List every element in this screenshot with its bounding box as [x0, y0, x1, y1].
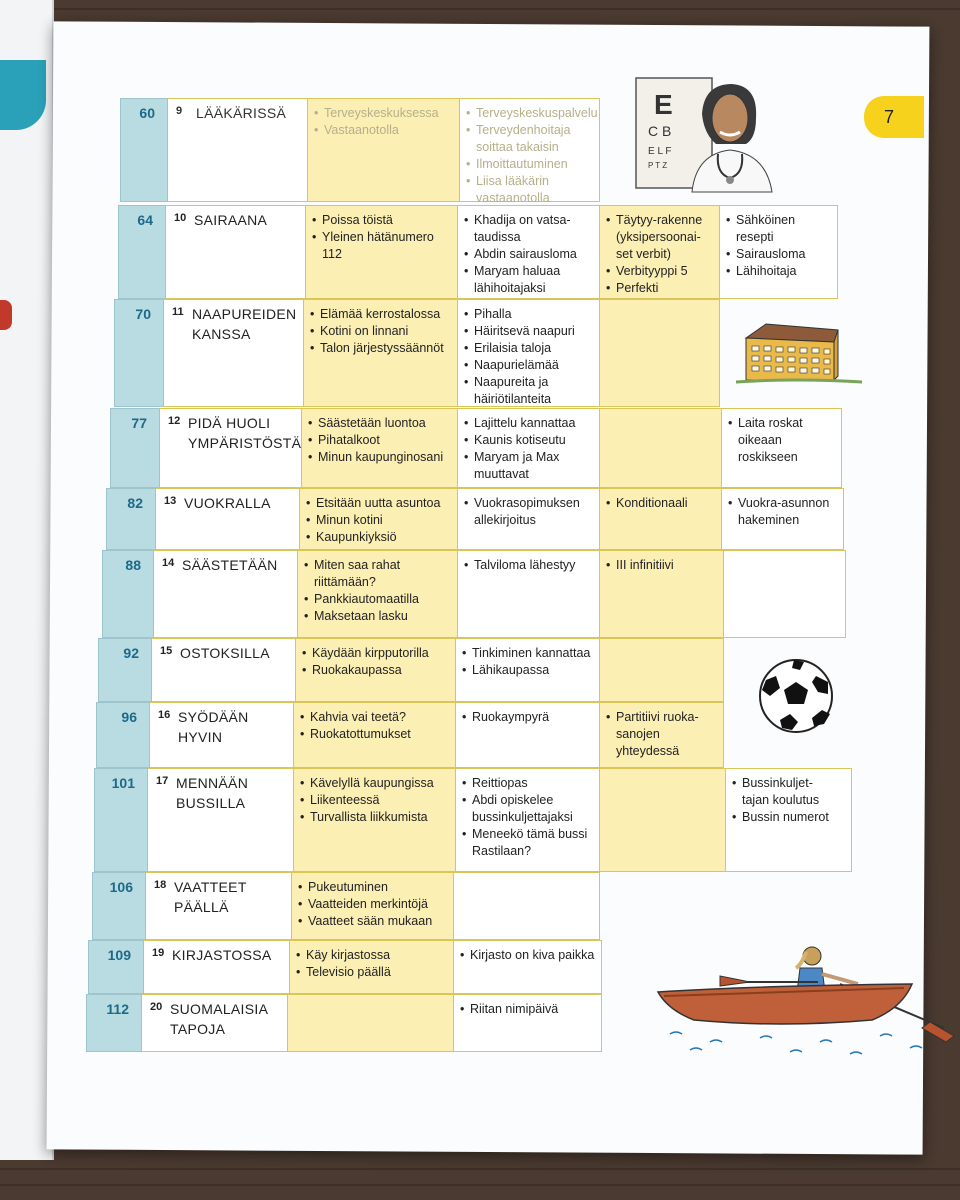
lesson-title-cell [144, 940, 290, 994]
topics-cell [296, 638, 456, 702]
lesson-title-cell [146, 872, 292, 940]
lesson-number: 14 [162, 557, 175, 569]
texts-cell [460, 98, 600, 205]
lesson-page: 64 [137, 212, 153, 228]
lesson-title-cell [152, 638, 296, 702]
lesson-number: 13 [164, 495, 177, 507]
lesson-title-cell [166, 205, 306, 299]
lesson-number: 15 [160, 645, 173, 657]
list-item: • Käy kirjastossa [296, 947, 447, 964]
list-item: • Konditionaali [606, 495, 715, 512]
list-item: • Abdin sairausloma [464, 246, 593, 263]
topics-cell [298, 550, 458, 638]
topics-cell [308, 98, 460, 202]
vocab-cell [722, 488, 844, 550]
list-item: • Käydään kirpputorilla [302, 645, 449, 662]
list-item: • Vastaanotolla [314, 122, 453, 139]
lesson-page: 109 [107, 947, 131, 963]
svg-text:P T Z: P T Z [648, 161, 668, 170]
lesson-row [0, 98, 960, 205]
texts-cell [458, 550, 600, 638]
lesson-page: 112 [106, 1001, 129, 1017]
texts-cell [458, 299, 600, 407]
lesson-title-cell [148, 768, 294, 872]
list-item: • Pankkiautomaatilla [304, 591, 451, 608]
list-item: • Maksetaan lasku [304, 608, 451, 625]
lesson-page-cell [106, 488, 156, 550]
lesson-title-cell [154, 550, 298, 638]
lesson-page-cell [110, 408, 160, 488]
vocab-cell [720, 205, 838, 299]
topics-cell [294, 702, 456, 768]
list-item: • Terveydenhoitaja soittaa takaisin [466, 122, 593, 156]
list-item: • Vaatteiden merkintöjä [298, 896, 447, 913]
texts-cell [456, 638, 600, 702]
svg-text:C B: C B [648, 123, 672, 139]
list-item: • Talviloma lähestyy [464, 557, 593, 574]
list-item: • Talon järjestyssäännöt [310, 340, 451, 357]
list-item: • Etsitään uutta asuntoa [306, 495, 451, 512]
lesson-number: 18 [154, 879, 167, 891]
lesson-number: 20 [150, 1001, 163, 1013]
list-item: • Turvallista liikkumista [300, 809, 449, 826]
list-item: • Miten saa rahat riittämään? [304, 557, 451, 591]
list-item: • Laita roskat oikeaan roskikseen [728, 415, 835, 466]
list-item: • III infinitiivi [606, 557, 717, 574]
list-item: • Pihatalkoot [308, 432, 451, 449]
list-item: • Ruokakaupassa [302, 662, 449, 679]
list-item: • Naapurielämää [464, 357, 593, 374]
lesson-title: NAAPUREIDEN KANSSA [192, 306, 297, 342]
list-item: • Meneekö tämä bussi Rastilaan? [462, 826, 593, 860]
texts-cell [458, 488, 600, 550]
lesson-page-cell [114, 299, 164, 407]
list-item: • Liikenteessä [300, 792, 449, 809]
list-item: • Täytyy-rakenne (yksipersoonai- set verbit) [606, 212, 713, 263]
topics-cell [290, 940, 454, 994]
lesson-page-cell [86, 994, 142, 1052]
list-item: • Vuokra-asunnon hakeminen [728, 495, 837, 529]
lesson-title: OSTOKSILLA [180, 645, 270, 661]
lesson-title: VUOKRALLA [184, 495, 271, 511]
lesson-number: 12 [168, 415, 181, 427]
lesson-page-cell [118, 205, 166, 299]
list-item: • Ilmoittautuminen [466, 156, 593, 173]
texts-cell [456, 768, 600, 872]
lesson-page: 70 [135, 306, 151, 322]
vocab-cell [722, 408, 842, 488]
lesson-title-cell [142, 994, 288, 1052]
topics-cell [292, 872, 454, 940]
list-item: • Televisio päällä [296, 964, 447, 981]
list-item: • Kotini on linnani [310, 323, 451, 340]
list-item: • Pukeutuminen [298, 879, 447, 896]
grammar-cell [600, 299, 720, 407]
list-item: • Häiritsevä naapuri [464, 323, 593, 340]
texts-cell [458, 408, 600, 488]
texts-cell [454, 940, 602, 994]
lesson-number: 11 [172, 306, 184, 318]
lesson-title-cell [150, 702, 294, 768]
list-item: • Bussinkuljet- tajan koulutus [732, 775, 845, 809]
list-item: • Kävelyllä kaupungissa [300, 775, 449, 792]
list-item: • Ruokatottumukset [300, 726, 449, 743]
lesson-number: 17 [156, 775, 169, 787]
grammar-cell [600, 702, 724, 768]
lesson-title: SAIRAANA [194, 212, 268, 228]
list-item: • Säästetään luontoa [308, 415, 451, 432]
lesson-number: 16 [158, 709, 171, 721]
lesson-page-cell [88, 940, 144, 994]
lesson-page-cell [94, 768, 148, 872]
list-item: • Elämää kerrostalossa [310, 306, 451, 323]
list-item: • Erilaisia taloja [464, 340, 593, 357]
lesson-page: 82 [127, 495, 143, 511]
svg-text:E: E [654, 89, 673, 120]
lesson-title-cell [164, 299, 304, 407]
list-item: • Pihalla [464, 306, 593, 323]
lesson-page-cell [96, 702, 150, 768]
list-item: • Sähköinen resepti [726, 212, 831, 246]
list-item: • Vaatteet sään mukaan [298, 913, 447, 930]
lesson-title: SYÖDÄÄN HYVIN [178, 709, 249, 745]
lesson-number: 19 [152, 947, 165, 959]
list-item: • Khadija on vatsa- taudissa [464, 212, 593, 246]
list-item: • Maryam haluaa lähihoitajaksi [464, 263, 593, 297]
lesson-title-cell [156, 488, 300, 550]
list-item: • Lähihoitaja [726, 263, 831, 280]
lesson-page-cell [102, 550, 154, 638]
texts-cell [458, 205, 600, 299]
list-item: • Reittiopas [462, 775, 593, 792]
list-item: • Perfekti [606, 280, 713, 297]
lesson-title: MENNÄÄN BUSSILLA [176, 775, 249, 811]
lesson-row [0, 550, 960, 638]
vocab-cell [724, 550, 846, 638]
list-item: • Minun kaupunginosani [308, 449, 451, 466]
list-item: • Kaunis kotiseutu [464, 432, 593, 449]
vocab-cell [726, 768, 852, 872]
list-item: • Terveyskeskuksessa [314, 105, 453, 122]
list-item: • Tinkiminen kannattaa [462, 645, 593, 662]
lesson-title-cell [168, 98, 308, 202]
list-item: • Bussin numerot [732, 809, 845, 826]
list-item: • Vuokrasopimuksen allekirjoitus [464, 495, 593, 529]
list-item: • Lähikaupassa [462, 662, 593, 679]
wood-grain [0, 1168, 960, 1170]
grammar-cell [600, 768, 726, 872]
list-item: • Minun kotini [306, 512, 451, 529]
lesson-row [0, 205, 960, 299]
grammar-cell [600, 488, 722, 550]
lesson-page-cell [92, 872, 146, 940]
lesson-page: 101 [111, 775, 135, 791]
lesson-page-cell [120, 98, 168, 202]
lesson-page: 92 [123, 645, 139, 661]
list-item: • Yleinen hätänumero 112 [312, 229, 451, 263]
rowing-boat-illustration [650, 938, 956, 1062]
list-item: • Liisa lääkärin vastaanotolla [466, 173, 593, 207]
lesson-title: VAATTEET PÄÄLLÄ [174, 879, 247, 915]
list-item: • Verbityyppi 5 [606, 263, 713, 280]
grammar-cell [600, 638, 724, 702]
topics-cell [294, 768, 456, 872]
list-item: • Naapureita ja häiriötilanteita [464, 374, 593, 408]
texts-cell [454, 994, 602, 1052]
list-item: • Sairausloma [726, 246, 831, 263]
lesson-row [0, 768, 960, 872]
grammar-cell [600, 205, 720, 299]
lesson-title: KIRJASTOSSA [172, 947, 272, 963]
lesson-row [0, 488, 960, 550]
grammar-cell [600, 408, 722, 488]
lesson-title: SUOMALAISIA TAPOJA [170, 1001, 269, 1037]
topics-cell [306, 205, 458, 299]
svg-text:E L F: E L F [648, 146, 672, 157]
grammar-cell [600, 550, 724, 638]
list-item: • Riitan nimipäivä [460, 1001, 595, 1018]
wood-grain [0, 8, 960, 10]
lesson-page: 77 [131, 415, 147, 431]
lesson-page: 60 [139, 105, 155, 121]
lesson-number: 10 [174, 212, 187, 224]
list-item: • Kahvia vai teetä? [300, 709, 449, 726]
doctor-illustration [632, 74, 782, 194]
lesson-title: LÄÄKÄRISSÄ [196, 105, 287, 121]
list-item: • Terveyskeskuspalvelu [466, 105, 593, 122]
list-item: • Maryam ja Max muuttavat [464, 449, 593, 483]
list-item: • Lajittelu kannattaa [464, 415, 593, 432]
wood-grain [0, 1184, 960, 1186]
topics-cell [304, 299, 458, 407]
lesson-title: PIDÄ HUOLI YMPÄRISTÖSTÄ [188, 415, 302, 451]
apartment-building-illustration [736, 318, 866, 388]
texts-cell [454, 872, 600, 940]
lesson-page: 96 [121, 709, 137, 725]
lesson-page-cell [98, 638, 152, 702]
topics-cell [300, 488, 458, 550]
topics-cell [302, 408, 458, 488]
texts-cell [456, 702, 600, 768]
page-number: 7 [884, 107, 895, 127]
list-item: • Partitiivi ruoka-sanojen yhteydessä [606, 709, 717, 760]
lesson-page: 106 [109, 879, 133, 895]
lesson-number: 9 [176, 105, 183, 117]
list-item: • Kaupunkiyksiö [306, 529, 451, 546]
topics-cell [288, 994, 454, 1052]
lesson-title: SÄÄSTETÄÄN [182, 557, 278, 573]
list-item: • Ruokaympyrä [462, 709, 593, 726]
lesson-title-cell [160, 408, 302, 488]
lesson-page: 88 [125, 557, 141, 573]
lesson-row [0, 872, 960, 940]
list-item: • Kirjasto on kiva paikka [460, 947, 595, 964]
football-illustration [754, 658, 838, 734]
list-item: • Abdi opiskelee bussinkuljettajaksi [462, 792, 593, 826]
list-item: • Poissa töistä [312, 212, 451, 229]
lesson-row [0, 408, 960, 488]
